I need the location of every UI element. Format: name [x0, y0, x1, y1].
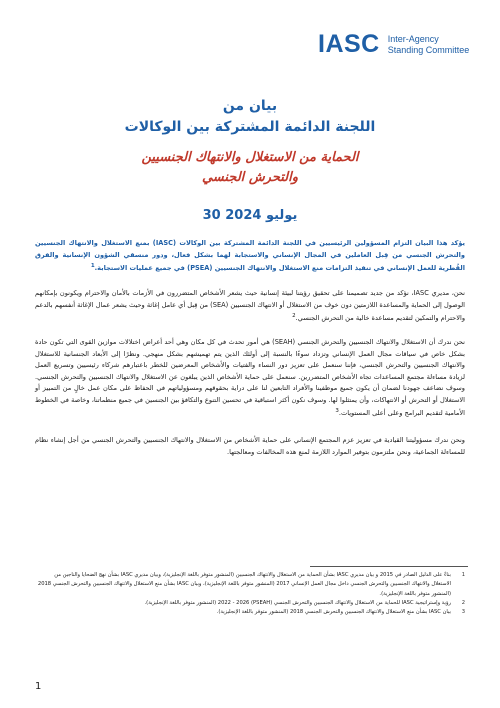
subtitle-line-2: والتحرش الجنسي	[201, 170, 299, 185]
footnote-ref-1: 1	[90, 263, 95, 269]
footnotes	[35, 571, 465, 617]
footnote-divider	[310, 566, 468, 567]
paragraph-2	[35, 288, 465, 325]
footnote-3	[35, 608, 465, 617]
footnote-text[interactable]: بيان IASC بشأن منع الاستغلال والانتهاك الجنسيين والتحرش الجنسي 2018 (المنشور متوفر باللغة الإنجليزية).	[216, 609, 451, 616]
subtitle-line-1: الحماية من الاستغلال والانتهاك الجنسيين	[141, 150, 359, 165]
logo-line-1: Inter-Agency	[387, 33, 439, 44]
title-line-2: اللجنة الدائمة المشتركة بين الوكالات	[124, 119, 376, 135]
iasc-logo	[318, 30, 469, 59]
footnote-ref-3: 3	[335, 408, 339, 414]
footnote-number: 1	[461, 572, 465, 578]
logo-line-2: Standing Committee	[387, 44, 470, 55]
paragraph-4	[35, 435, 465, 458]
page-number: 1	[35, 681, 42, 692]
intro-text: يؤكد هذا البيان التزام المسؤولين الرئيسيين في اللجنة الدائمة المشتركة بين الوكالات (IASC) بمنع الاستغلال والانتهاك الجنسيين والتحرش الجنسي من قِبل العاملين في المجال الإنساني والاستجابة لهما بشكل فعال، ودور منسقي الشؤون الإنسانية والفرق القُطرية للعمل الإنساني في تنفيذ التزامات منع الاستغلال والانتهاك الجنسيين (PSEA) في جميع عمليات الاستجابة.	[35, 239, 465, 273]
footnote-text[interactable]: رؤية وإستراتيجية IASC للحماية من الاستغلال والانتهاك الجنسيين والتحرش الجنسي (PSEAH) 2022 - 2026 (المنشور متوفر باللغة الإنجليزية).	[144, 599, 451, 606]
footnote-2	[35, 599, 465, 608]
statement-date: 30 يوليو 2024	[202, 208, 298, 223]
footnote-1	[35, 571, 465, 599]
paragraph-3-text: نحن ندرك أن الاستغلال والانتهاك الجنسيين والتحرش الجنسي (SEAH) هي أمور تحدث في كل مكان وهي أحد أعراض اختلالات موازين القوى التي تكون حادة بشكل خاص في سياقات مجال العمل الإنساني وتزداد سوءًا بالنسبة إلى أولئك الذين يتم تهميشهم بشكل منهجي. ونظرًا إلى الأبعاد الجنسانية للاستغلال والانتهاك الجنسيين والتحرش الجنسي، فإننا سنعمل على تعزيز دور النساء والفتيات والأشخاص المعرضين للخطر باعتبارهم شركاء رئيسيين وتسريع العمل لزيادة مساءلة مجتمع المساعدات تجاه الأشخاص المتضررين. سنعمل على حماية الأشخاص الذين يبلغون عن الاستغلال والانتهاك الجنسيين والتحرش الجنسي. وسوف نضاعف جهودنا لضمان أن يكون جميع موظفينا والأفراد التابعين لنا على دراية بحقوقهم ومسؤولياتهم في الحفاظ على مكان عمل خالٍ من التمييز أو الاستغلال أو التحرش أو الانتهاكات، وأن يمتثلوا لها. وسوف نكون أكثر استباقية في تحسين التنوع والتكافؤ بين الجنسين في جميع منظماتنا، وخاصة في الخطوط الأمامية لتقديم البرامج وعلى أعلى المستويات.	[35, 338, 465, 418]
footnote-number: 3	[461, 609, 465, 616]
intro-paragraph	[35, 238, 465, 275]
paragraph-2-text: نحن، مديري IASC، نؤكد من جديد تصميمنا على تحقيق رؤيتنا لبيئة إنسانية حيث يشعر الأشخاص المتضررون في الأزمات بالأمان والاحترام ويكونون بإمكانهم الوصول إلى الحماية والمساعدة اللازمتين دون خوف من الاستغلال أو الانتهاك الجنسيين (SEA) من قِبل أي عامل إغاثة وحيث يشعر عمال الإغاثة أنفسهم بالدعم والاحترام والتمكين لتقديم مساعدة خالية من التحرش الجنسي.	[35, 289, 466, 323]
paragraph-3	[35, 337, 465, 420]
paragraph-4-text: ونحن ندرك مسؤوليتنا القيادية في تعزيز عزم المجتمع الإنساني على حماية الأشخاص من الاستغلال والانتهاك الجنسيين والتحرش الجنسي من أجل إنشاء نظام للمساءلة الجماعية، ونحن ملتزمون بتوفير الموارد اللازمة لمنع هذه المخالفات ومعالجتها.	[35, 436, 465, 456]
footnote-text[interactable]: بناءً على الدليل الصادر في 2015 و بيان مديري IASC بشأن الحماية من الاستغلال والانتهاك الجنسيين (المنشور متوفر باللغة الإنجليزية)، وبيان مديري IASC بشأن نهج الضحايا والناجين من الاستغلال والانتهاك الجنسيين والتحرش الجنسي داخل مجال العمل الإنساني 2017 (المنشور متوفر باللغة الإنجليزية)، وبيان IASC بشأن منع الاستغلال والانتهاك الجنسيين والتحرش الجنسي 2018 (المنشور متوفر باللغة الإنجليزية).	[37, 572, 451, 597]
footnote-ref-2: 2	[292, 313, 296, 319]
logo-mark: IASC	[318, 30, 380, 58]
title-line-1: بيان من	[222, 98, 278, 114]
logo-text	[388, 34, 470, 56]
footnote-number: 2	[461, 599, 465, 606]
